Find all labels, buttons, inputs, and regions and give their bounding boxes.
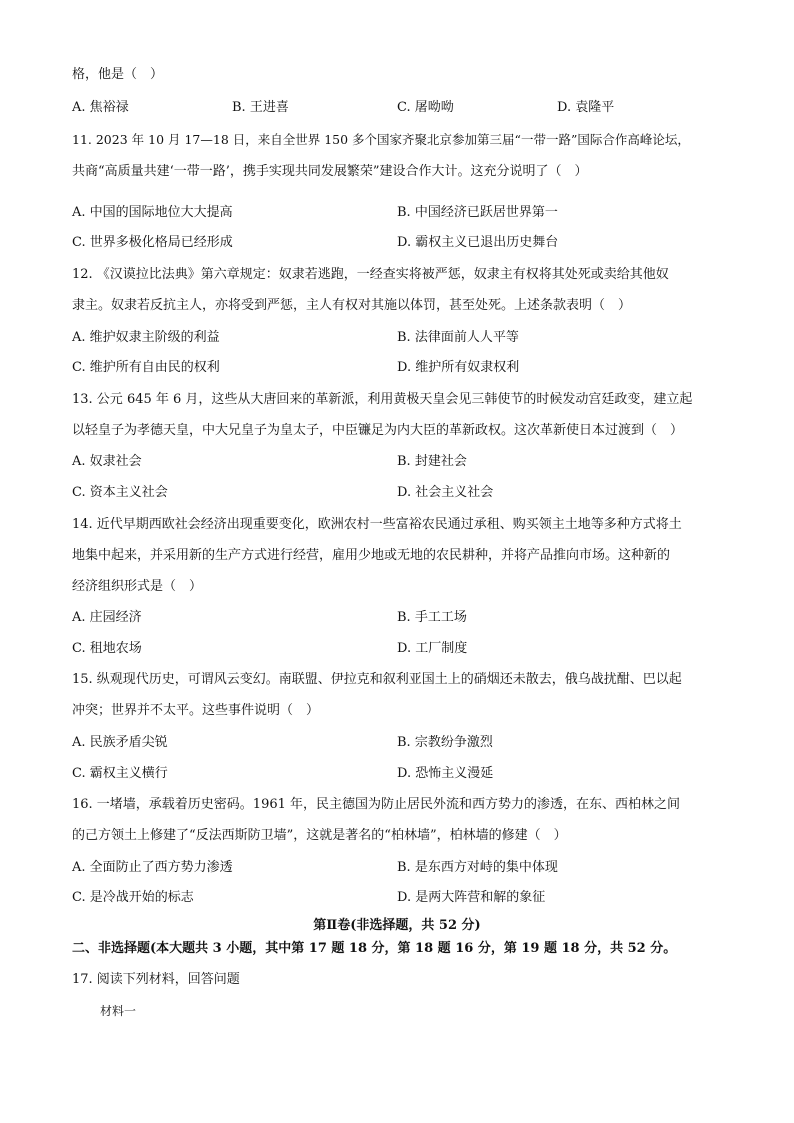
q11-option-b[interactable]: B. 中国经济已跃居世界第一 — [397, 205, 558, 220]
q15-stem-line2: 冲突；世界并不太平。这些事件说明（ ） — [72, 703, 320, 718]
q10-option-b[interactable]: B. 王进喜 — [232, 100, 289, 115]
q14-stem-line2: 地集中起来，并采用新的生产方式进行经营，雇用少地或无地的农民耕种，并将产品推向市场。这种新的 — [72, 548, 671, 563]
q10-option-d[interactable]: D. 袁隆平 — [557, 100, 615, 115]
q16-option-b[interactable]: B. 是东西方对峙的集中体现 — [397, 860, 558, 875]
q12-option-c[interactable]: C. 维护所有自由民的权利 — [72, 360, 220, 375]
q11-option-c[interactable]: C. 世界多极化格局已经形成 — [72, 235, 233, 250]
material-one-label: 材料一 — [100, 1004, 137, 1018]
q13-option-d[interactable]: D. 社会主义社会 — [397, 485, 494, 500]
q15-stem-line1: 15. 纵观现代历史，可谓风云变幻。南联盟、伊拉克和叙利亚国土上的硝烟还未散去，俄乌战扰酣、巴以起 — [72, 672, 682, 687]
q15-option-c[interactable]: C. 霸权主义横行 — [72, 766, 168, 781]
q11-stem-line2: 共商“高质量共建‘一带一路’，携手实现共同发展繁荣”建设合作大计。这充分说明了（ ） — [72, 164, 588, 179]
q13-option-b[interactable]: B. 封建社会 — [397, 454, 467, 469]
q16-stem-line2: 的己方领土上修建了“反法西斯防卫墙”，这就是著名的“柏林墙”，柏林墙的修建（ ） — [72, 828, 567, 843]
q16-option-c[interactable]: C. 是冷战开始的标志 — [72, 890, 194, 905]
q16-option-a[interactable]: A. 全面防止了西方势力渗透 — [72, 860, 233, 875]
q11-option-a[interactable]: A. 中国的国际地位大大提高 — [72, 205, 233, 220]
q10-stem-tail: 格，他是（ ） — [72, 67, 164, 82]
q12-option-d[interactable]: D. 维护所有奴隶权利 — [397, 360, 520, 375]
section-title: 第Ⅱ卷(非选择题，共 52 分) — [313, 918, 481, 933]
q13-option-a[interactable]: A. 奴隶社会 — [72, 454, 142, 469]
q14-option-b[interactable]: B. 手工工场 — [397, 610, 467, 625]
q15-option-a[interactable]: A. 民族矛盾尖锐 — [72, 735, 168, 750]
q11-option-d[interactable]: D. 霸权主义已退出历史舞台 — [397, 235, 559, 250]
q16-stem-line1: 16. 一堵墙，承载着历史密码。1961 年，民主德国为防止居民外流和西方势力的渗透，在东、西柏林之间 — [72, 797, 681, 812]
q16-option-d[interactable]: D. 是两大阵营和解的象征 — [397, 890, 546, 905]
q17-stem: 17. 阅读下列材料，回答问题 — [72, 972, 240, 987]
q14-stem-line3: 经济组织形式是（ ） — [72, 579, 203, 594]
q10-option-a[interactable]: A. 焦裕禄 — [72, 100, 129, 115]
q12-option-b[interactable]: B. 法律面前人人平等 — [397, 330, 519, 345]
q14-option-a[interactable]: A. 庄园经济 — [72, 610, 142, 625]
q11-stem-line1: 11. 2023 年 10 月 17—18 日，来自全世界 150 多个国家齐聚北京参加第三届“一带一路”国际合作高峰论坛， — [72, 132, 690, 147]
q12-stem-line1: 12. 《汉谟拉比法典》第六章规定：奴隶若逃跑，一经查实将被严惩，奴隶主有权将其处死或卖给其他奴 — [72, 267, 669, 282]
q14-option-c[interactable]: C. 租地农场 — [72, 641, 142, 656]
q13-option-c[interactable]: C. 资本主义社会 — [72, 485, 168, 500]
q14-option-d[interactable]: D. 工厂制度 — [397, 641, 468, 656]
q13-stem-line1: 13. 公元 645 年 6 月，这些从大唐回来的革新派，利用黄极天皇会见三韩使节的时候发动宫廷政变，建立起 — [72, 392, 693, 407]
q15-option-b[interactable]: B. 宗教纷争激烈 — [397, 735, 493, 750]
q10-option-c[interactable]: C. 屠呦呦 — [397, 100, 454, 115]
q13-stem-line2: 以轻皇子为孝德天皇，中大兄皇子为皇太子，中臣镰足为内大臣的革新政权。这次革新使日本过渡到（ ） — [72, 423, 684, 438]
q14-stem-line1: 14. 近代早期西欧社会经济出现重要变化，欧洲农村一些富裕农民通过承租、购买领主土地等多种方式将土 — [72, 517, 682, 532]
part2-title: 二、非选择题(本大题共 3 小题，其中第 17 题 18 分，第 18 题 16 分，第 19 题 18 分，共 52 分。 — [72, 941, 677, 956]
q12-stem-line2: 隶主。奴隶若反抗主人，亦将受到严惩，主人有权对其施以体罚，甚至处死。上述条款表明（ ） — [72, 298, 632, 313]
q12-option-a[interactable]: A. 维护奴隶主阶级的利益 — [72, 330, 220, 345]
q15-option-d[interactable]: D. 恐怖主义漫延 — [397, 766, 494, 781]
